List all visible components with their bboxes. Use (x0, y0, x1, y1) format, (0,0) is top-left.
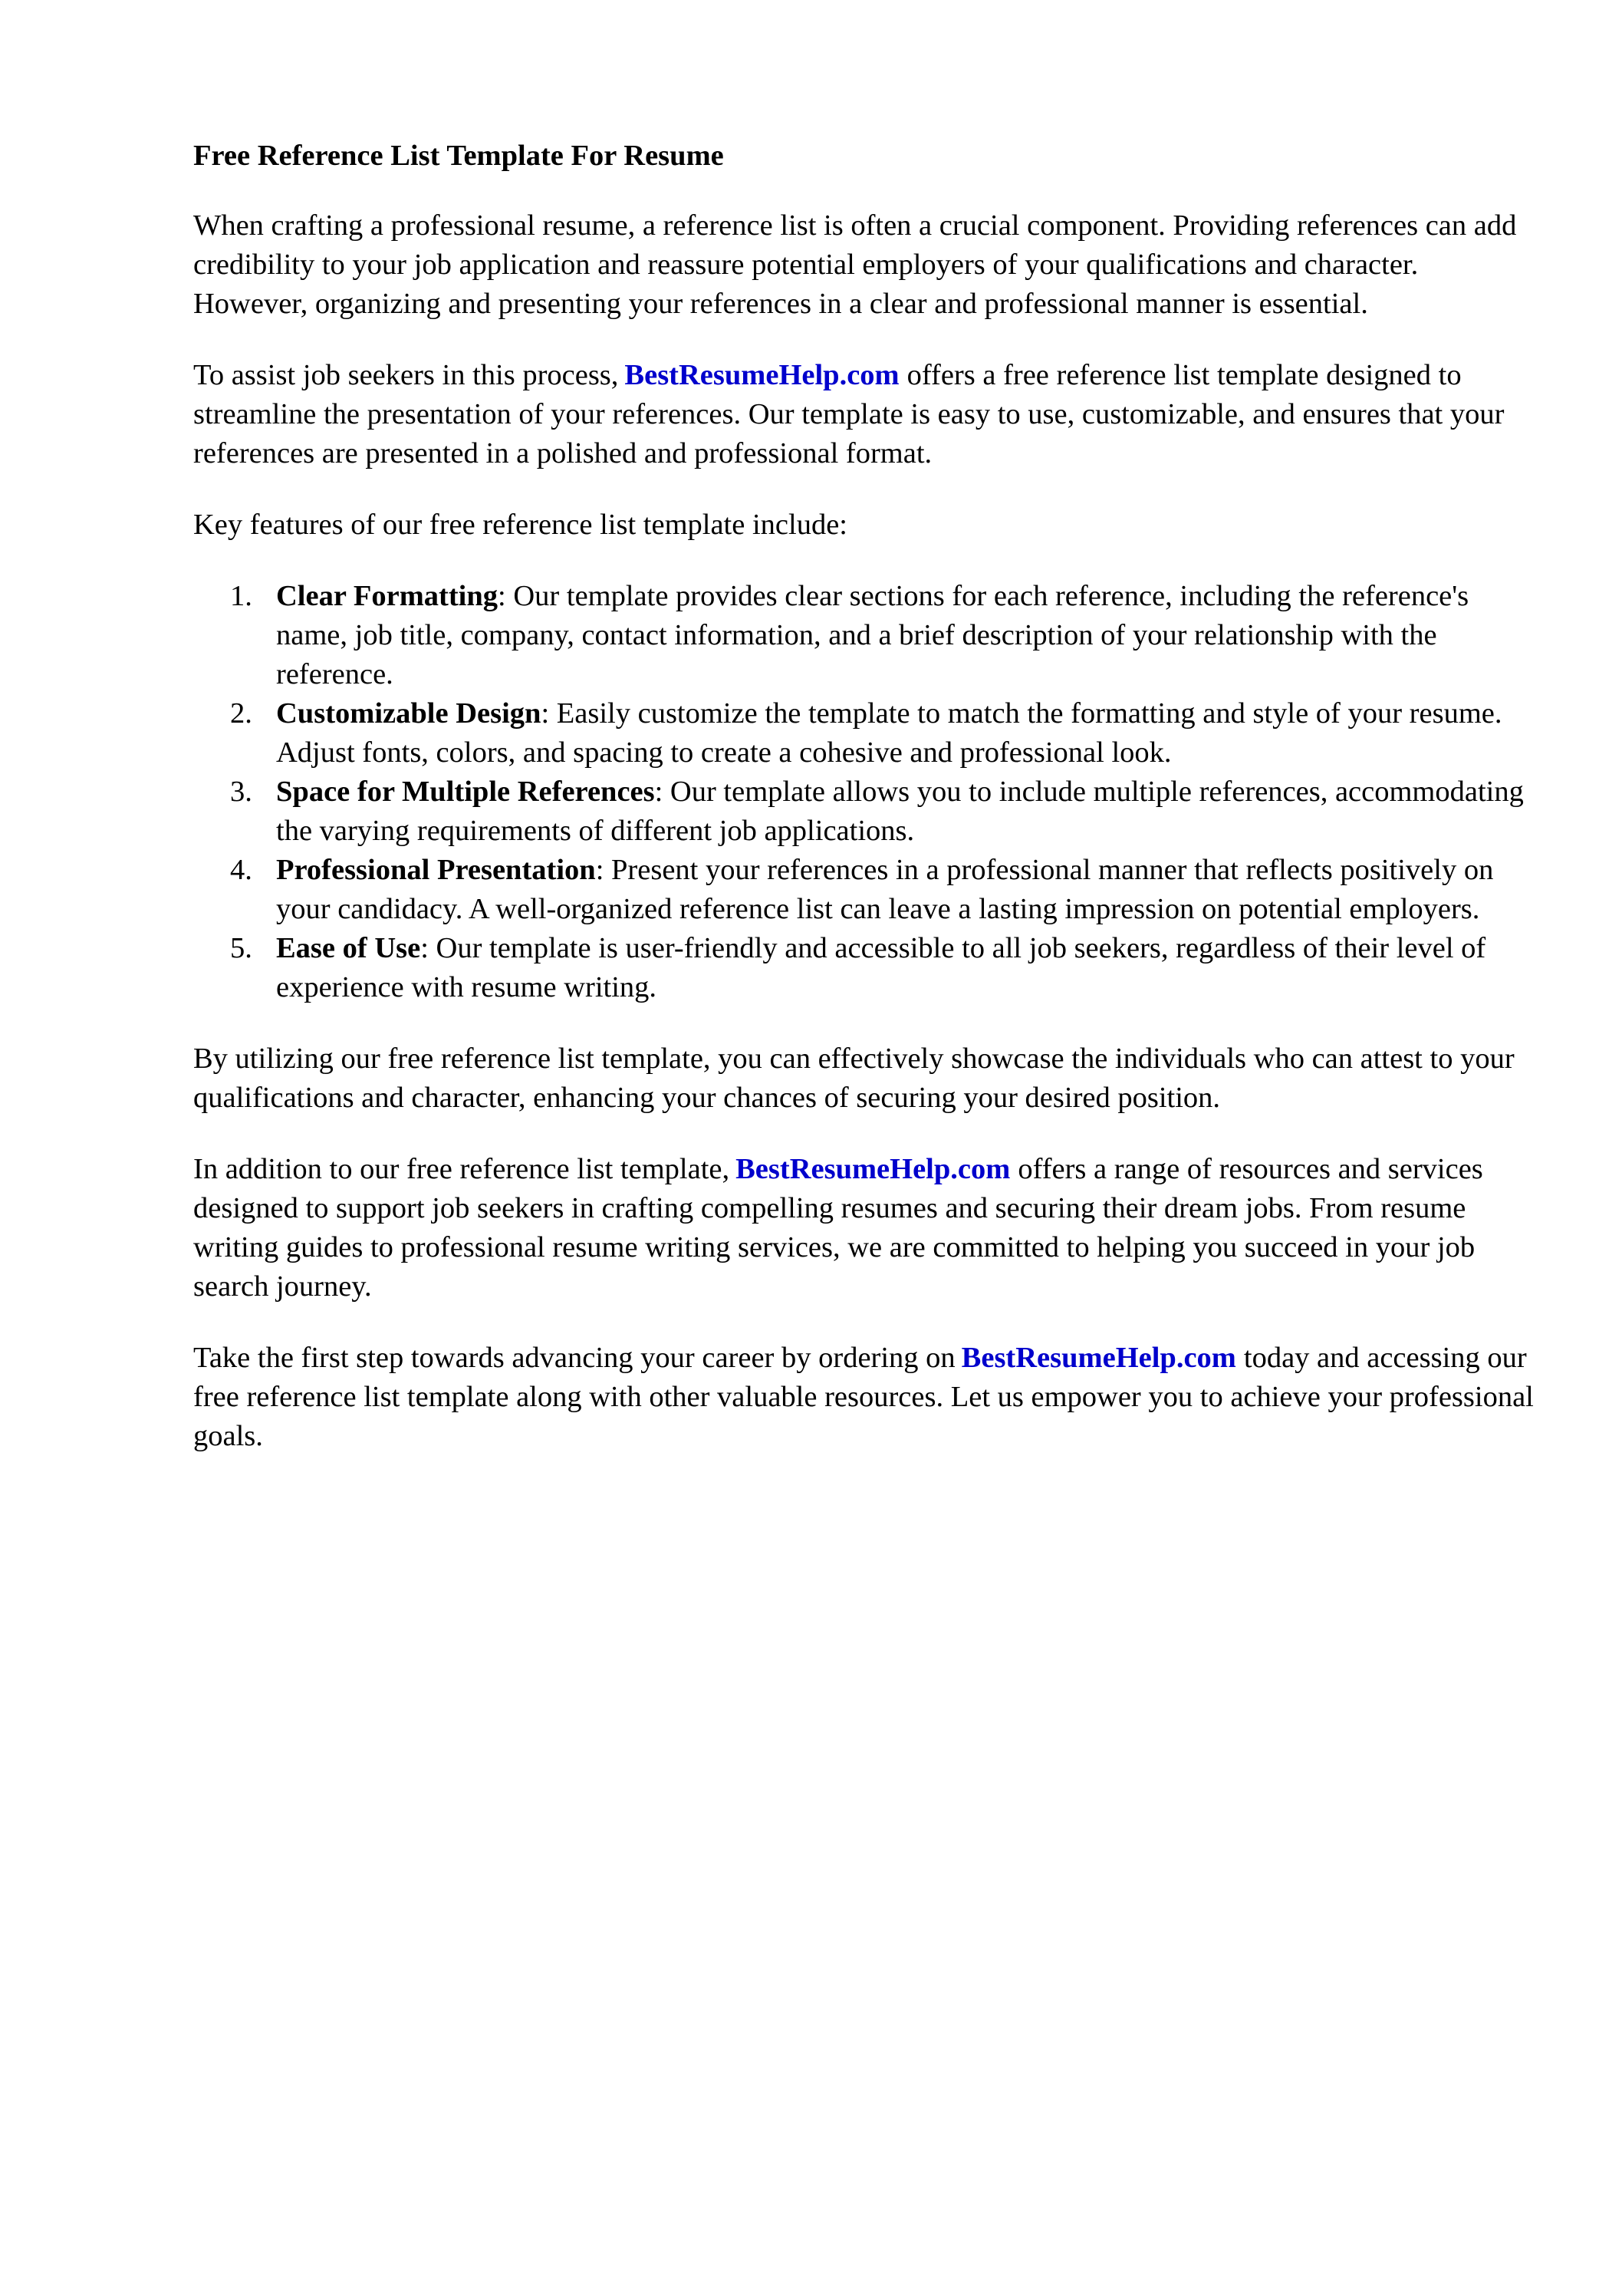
feature-description: : Our template is user-friendly and accessible to all job seekers, regardless of their level of experience with resume writing. (276, 932, 1486, 1003)
list-item-number: 5. (230, 932, 252, 964)
list-item-number: 3. (230, 776, 252, 808)
cta-text-before: Take the first step towards advancing your career by ordering on (193, 1342, 956, 1374)
feature-term: Clear Formatting (276, 580, 498, 612)
features-list-item (193, 772, 1535, 851)
bestresumehelp-link-2[interactable]: BestResumeHelp.com (735, 1153, 1011, 1185)
feature-description: : Our template provides clear sections for each reference, including the reference's name, job title, company, contact information, and a brief description of your relationship with the reference. (276, 580, 1469, 690)
feature-description: : Easily customize the template to match the formatting and style of your resume. Adjust fonts, colors, and spacing to create a cohesive and professional look. (276, 697, 1502, 769)
feature-term: Ease of Use (276, 932, 421, 964)
cta-paragraph (193, 1339, 1535, 1456)
features-list (193, 577, 1535, 1007)
list-item-number: 2. (230, 697, 252, 730)
feature-term: Professional Presentation (276, 854, 596, 886)
features-list-item (193, 577, 1535, 694)
feature-description: : Present your references in a professional manner that reflects positively on your candidacy. A well-organized reference list can leave a lasting impression on potential employers. (276, 854, 1494, 925)
intro-paragraph: When crafting a professional resume, a reference list is often a crucial component. Providing references can add credibility to your job application and reassure potential employers of your qualifications and character. However, organizing and presenting your references in a clear and professional manner is essential. (193, 209, 1517, 320)
feature-term: Space for Multiple References (276, 776, 655, 808)
list-item-number: 4. (230, 854, 252, 886)
addition-paragraph (193, 1150, 1535, 1306)
feature-term: Customizable Design (276, 697, 541, 730)
addition-text-before: In addition to our free reference list template, (193, 1153, 730, 1185)
utilizing-paragraph: By utilizing our free reference list template, you can effectively showcase the individuals who can attest to your qualifications and character, enhancing your chances of securing your desired position. (193, 1043, 1515, 1114)
addition-text-after: offers a range of resources and services designed to support job seekers in crafting compelling resumes and securing their dream jobs. From resume writing guides to professional resume writing services, we are committed to helping you succeed in your job search journey. (193, 1153, 1483, 1303)
bestresumehelp-link-1[interactable]: BestResumeHelp.com (624, 359, 900, 391)
assist-text-after: offers a free reference list template designed to streamline the presentation of your references. Our template is easy to use, customizable, and ensures that your references are presented in a polished and professional format. (193, 359, 1505, 469)
document-content (193, 137, 1535, 1488)
assist-paragraph (193, 356, 1535, 473)
features-intro-paragraph: Key features of our free reference list template include: (193, 509, 847, 541)
bestresumehelp-link-3[interactable]: BestResumeHelp.com (961, 1342, 1236, 1374)
features-list-item (193, 851, 1535, 929)
list-item-number: 1. (230, 580, 252, 612)
assist-text-before: To assist job seekers in this process, (193, 359, 619, 391)
features-list-item (193, 929, 1535, 1007)
feature-description: : Our template allows you to include multiple references, accommodating the varying requirements of different job applications. (276, 776, 1524, 847)
cta-text-after: today and accessing our free reference list template along with other valuable resources. Let us empower you to achieve your professional goals. (193, 1342, 1534, 1452)
document-title: Free Reference List Template For Resume (193, 140, 724, 172)
features-list-item (193, 694, 1535, 772)
